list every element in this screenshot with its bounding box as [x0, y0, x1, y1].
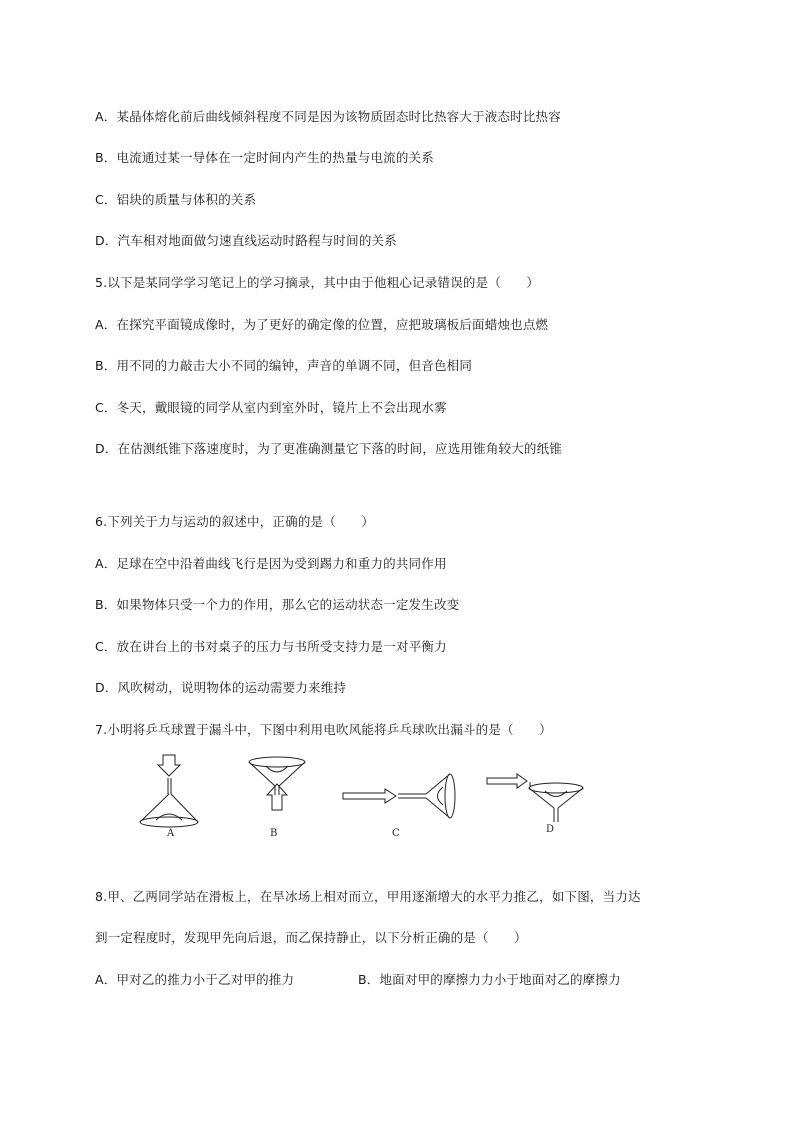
q8-option-b: B．地面对甲的摩擦力力小于地面对乙的摩擦力: [358, 972, 621, 987]
funnel-figure: [130, 750, 630, 850]
q8-stem-line-2: 到一定程度时，发现甲先向后退，而乙保持静止，以下分析正确的是（ ）: [95, 930, 527, 945]
q5-stem: 5.以下是某同学学习笔记上的学习摘录，其中由于他粗心记录错误的是（ ）: [95, 275, 540, 290]
q7-stem: 7.小明将乒乓球置于漏斗中，下图中利用电吹风能将乒乓球吹出漏斗的是（ ）: [95, 722, 552, 737]
figure-label-d: D: [546, 824, 555, 835]
figure-label-a: A: [167, 828, 175, 839]
q5-option-a: A．在探究平面镜成像时，为了更好的确定像的位置，应把玻璃板后面蜡烛也点燃: [95, 317, 549, 332]
q5-option-b: B．用不同的力敲击大小不同的编钟，声音的单调不同，但音色相同: [95, 358, 473, 373]
q6-stem: 6.下列关于力与运动的叙述中，正确的是（ ）: [95, 514, 375, 529]
q6-option-b: B．如果物体只受一个力的作用，那么它的运动状态一定发生改变: [95, 597, 460, 612]
q5-option-d: D．在估测纸锥下落速度时，为了更准确测量它下落的时间，应选用锥角较大的纸锥: [95, 441, 563, 456]
funnel-a-diagram: [140, 755, 198, 827]
q8-option-a: A．甲对乙的推力小于乙对甲的推力: [95, 972, 295, 987]
figure-label-b: B: [270, 828, 278, 839]
funnel-c-diagram: [343, 774, 455, 818]
q4-option-c: C．铝块的质量与体积的关系: [95, 192, 257, 207]
figure-label-c: C: [392, 828, 400, 839]
q8-stem-line-1: 8.甲、乙两同学站在滑板上，在旱冰场上相对而立，甲用逐渐增大的水平力推乙，如下图，当力达: [95, 889, 641, 904]
q4-option-b: B．电流通过某一导体在一定时间内产生的热量与电流的关系: [95, 150, 434, 165]
q6-option-d: D．风吹树动，说明物体的运动需要力来维持: [95, 680, 347, 695]
q6-option-a: A．足球在空中沿着曲线飞行是因为受到踢力和重力的共同作用: [95, 556, 447, 571]
funnel-diagram: [130, 750, 630, 850]
q6-option-c: C．放在讲台上的书对桌子的压力与书所受支持力是一对平衡力: [95, 639, 447, 654]
q5-option-c: C．冬天，戴眼镜的同学从室内到室外时，镜片上不会出现水雾: [95, 400, 447, 415]
funnel-b-diagram: [249, 757, 305, 810]
q4-option-a: A．某晶体熔化前后曲线倾斜程度不同是因为该物质固态时比热容大于液态时比热容: [95, 109, 561, 124]
funnel-d-diagram: [487, 774, 583, 822]
q4-option-d: D．汽车相对地面做匀速直线运动时路程与时间的关系: [95, 233, 397, 248]
